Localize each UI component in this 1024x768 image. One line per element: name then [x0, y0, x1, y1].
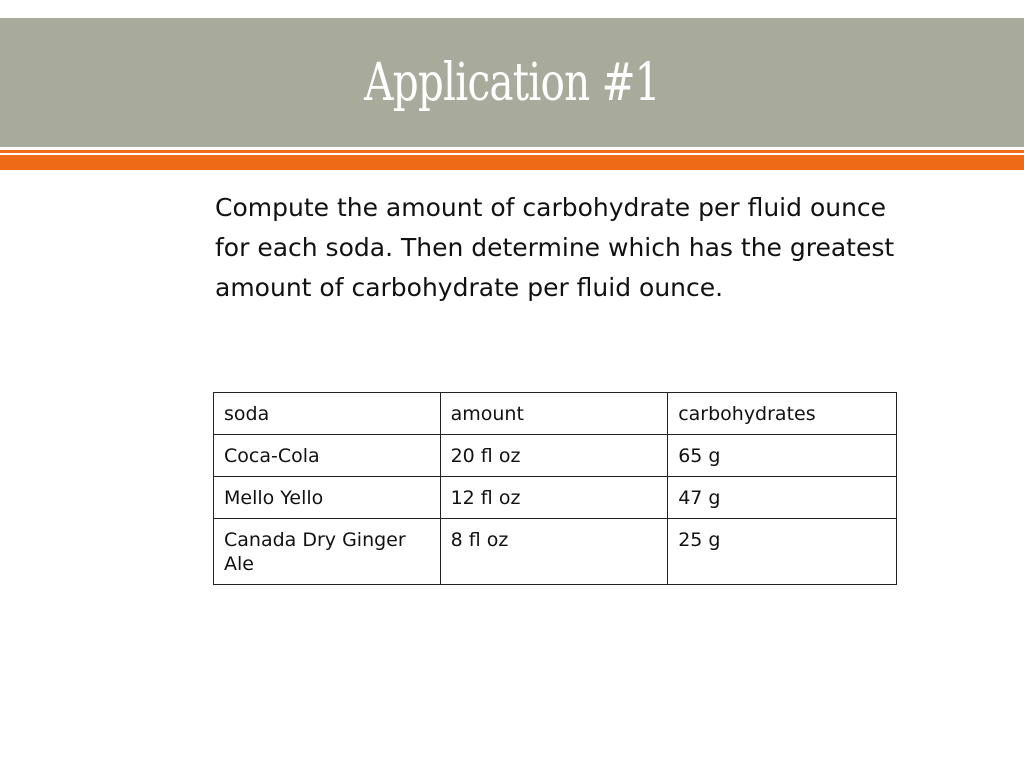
soda-table [213, 392, 897, 585]
header-amount: amount [440, 393, 668, 435]
accent-line-thick [0, 155, 1024, 170]
cell-carbohydrates: 65 g [668, 435, 897, 477]
table-row [214, 435, 897, 477]
cell-amount: 8 fl oz [440, 519, 668, 585]
table-row [214, 519, 897, 585]
header-soda: soda [214, 393, 441, 435]
header-carbohydrates: carbohydrates [668, 393, 897, 435]
title-bar [0, 18, 1024, 147]
instructions-text: Compute the amount of carbohydrate per fluid ounce for each soda. Then determine which has the greatest amount of carbohydrate per fluid ounce. [215, 193, 895, 302]
cell-soda: Canada Dry Ginger Ale [214, 519, 441, 585]
accent-line-thin [0, 150, 1024, 153]
cell-amount: 12 fl oz [440, 477, 668, 519]
table-header-row [214, 393, 897, 435]
cell-soda: Coca-Cola [214, 435, 441, 477]
cell-amount: 20 fl oz [440, 435, 668, 477]
slide-title: Application #1 [364, 52, 660, 113]
table-row [214, 477, 897, 519]
cell-carbohydrates: 25 g [668, 519, 897, 585]
cell-soda: Mello Yello [214, 477, 441, 519]
cell-carbohydrates: 47 g [668, 477, 897, 519]
